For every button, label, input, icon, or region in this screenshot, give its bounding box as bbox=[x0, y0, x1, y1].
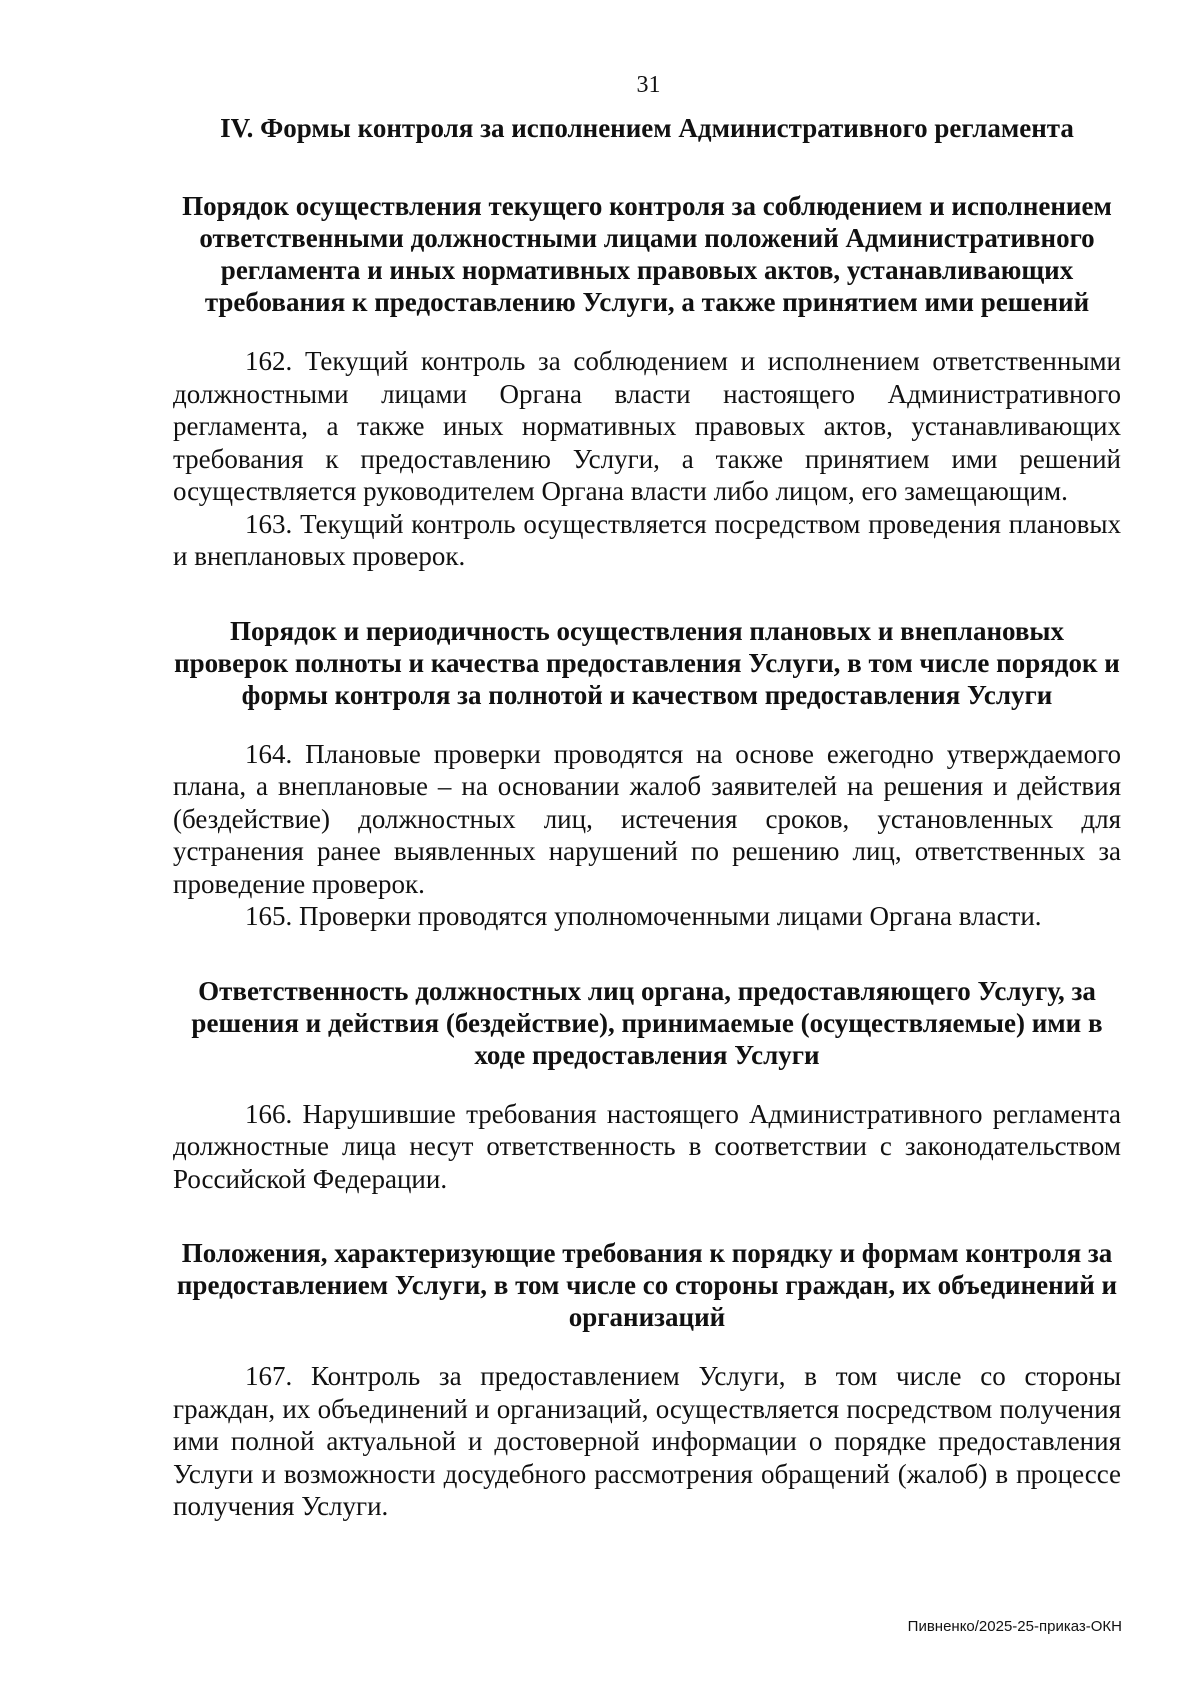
section bbox=[173, 615, 1121, 933]
section-title: Порядок и периодичность осуществления плановых и внеплановых проверок полноты и качества предоставления Услуги, в том числе порядок и формы контроля за полнотой и качеством предоставления Услуги bbox=[174, 615, 1120, 710]
paragraph-166: 166. Нарушившие требования настоящего Административного регламента должностные лица несут ответственность в соответствии с законодательством Российской Федерации. bbox=[173, 1098, 1121, 1194]
section bbox=[173, 1237, 1121, 1523]
document-body bbox=[173, 112, 1121, 1523]
paragraph-164: 164. Плановые проверки проводятся на основе ежегодно утверждаемого плана, а внеплановые – на основании жалоб заявителей на решения и действия (бездействие) должностных лиц, истечения сроков, установленных для устранения ранее выявленных нарушений по решению лиц, ответственных за проведение проверок. bbox=[173, 738, 1121, 899]
section-title: Порядок осуществления текущего контроля за соблюдением и исполнением ответственными должностными лицами положений Административного регламента и иных нормативных правовых актов, устанавливающих требования к предоставлению Услуги, а также принятием ими решений bbox=[182, 191, 1112, 317]
section bbox=[173, 190, 1121, 573]
paragraph-167: 167. Контроль за предоставлением Услуги, в том числе со стороны граждан, их объединений и организаций, осуществляется посредством получения ими полной актуальной и достоверной информации о порядке предоставления Услуги и возможности досудебного рассмотрения обращений (жалоб) в процессе получения Услуги. bbox=[173, 1361, 1121, 1521]
paragraph-165: 165. Проверки проводятся уполномоченными лицами Органа власти. bbox=[245, 901, 1042, 931]
paragraph-162: 162. Текущий контроль за соблюдением и исполнением ответственными должностными лицами Органа власти настоящего Административного регламента, а также иных нормативных правовых актов, устанавливающих требования к предоставлению Услуги, а также принятием ими решений осуществляется руководителем Органа власти либо лицом, его замещающим. bbox=[173, 346, 1121, 506]
section bbox=[173, 975, 1121, 1196]
chapter-title: IV. Формы контроля за исполнением Административного регламента bbox=[220, 113, 1074, 143]
section-title: Положения, характеризующие требования к порядку и формам контроля за предоставлением Услуги, в том числе со стороны граждан, их объединений и организаций bbox=[176, 1238, 1118, 1332]
section-title: Ответственность должностных лиц органа, предоставляющего Услугу, за решения и действия (бездействие), принимаемые (осуществляемые) ими в ходе предоставления Услуги bbox=[191, 975, 1103, 1070]
page-number: 31 bbox=[636, 72, 661, 98]
document-registration-code: Пивненко/2025-25-приказ-ОКН bbox=[907, 1618, 1122, 1635]
paragraph-163: 163. Текущий контроль осуществляется посредством проведения плановых и внеплановых проверок. bbox=[173, 508, 1121, 571]
